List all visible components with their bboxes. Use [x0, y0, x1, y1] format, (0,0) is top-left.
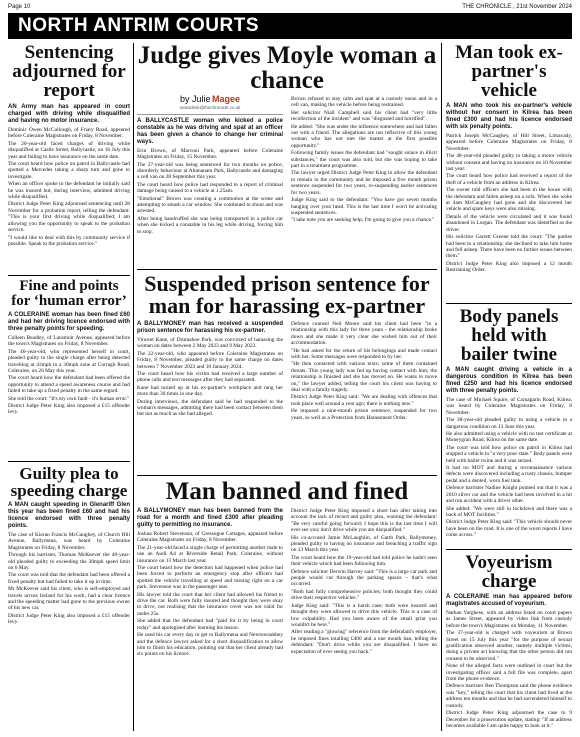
divider — [8, 275, 130, 276]
paragraph: The 46-year-old, who represented herself in court, pleaded guilty to the single charge after being detected travelling at 43mph in a 30mph zone at Curragh Road, Coleraine, on 26 May this year. — [8, 348, 130, 375]
byline-name: Magee — [212, 94, 241, 104]
paragraph: His solicitor Garrett Greene told the court: "The parties had been in a relationship; she declined to take him home and fell asleep. There have been no further issues between them." — [446, 234, 572, 260]
intro: A COLERAINE woman has been fined £60 and had her driving licence endorsed with three penalty points for speeding. — [8, 312, 130, 332]
intro: A BALLYMONEY man has received a suspended prison sentence for harassing his ex-partner. — [137, 321, 283, 334]
paragraph: District Judge Peter King adjourned sentencing until 28 November for a probation report, telling the defendant: "This is your first driving while disqualified; I am allowing you the opportunity to speak to the probation service. — [8, 201, 130, 234]
paragraph: It had no MOT and during a reconnaissance various defects were discovered including a rusty chassis, bumper pedal and a dented, worn fuel tank. — [446, 465, 572, 484]
paragraph: "Both had fully comprehensive policies; both thought they could drive their respective vehicles." — [291, 588, 437, 602]
paragraph: "Emotional" Brown was creating a commotion at the scene and attempting to smash a car window. She continued to shout and was arrested. — [137, 195, 283, 215]
headline: Voyeurism charge — [465, 553, 553, 592]
byline — [137, 96, 283, 112]
intro: A COLERAINE man has appeared before magistrates accused of voyeurism. — [446, 594, 572, 607]
paragraph: Her solicitor Niall Campbell said his client had "very little recollection of the incident" and was "disgusted and horrified". — [291, 109, 437, 123]
paragraph: The court heard how police had responded to a report of criminal damage being caused to a vehicle at 1.25am. — [137, 181, 283, 195]
intro: AN Army man has appeared in court charged with driving while disqualified and having no motor insurance. — [8, 104, 130, 124]
paragraph: After reading a "glowing" reference from the defendant's employer, he imposed fines totalling £400 and a one month ban, telling the defendant: "Don't drive while you are disqualified. I have no expectation of ever seeing you back." — [291, 629, 437, 655]
paragraph: The court heard how police on patrol in Ballycastle had spotted a Mercedes taking a sharp turn and gone to investigate. — [8, 161, 130, 180]
page-header — [8, 2, 572, 12]
paragraph: Defence counsel Neil Moore said his client had been "in a relationship with this lady for three years - the relationship broke down and she made it very clear she wished him out of their accommodation. — [291, 321, 437, 347]
paragraph: She added that the defendant had "paid for it by being in court today" and apologised after learning his lesson. — [137, 618, 283, 631]
paragraph: Dominic Owen McCullough, of Friary Road, appeared before Coleraine Magistrates on Friday, 8 November. — [8, 127, 130, 140]
headline: Sentencing adjourned for report — [12, 43, 126, 101]
article-man-took-vehicle — [446, 43, 572, 301]
paragraph: District Judge Peter King imposed a short ban after taking into account the lack of record and guilty plea, warning the defendant: "Be very careful going forward; I hope this is the last time I will ever see you; don't drive while you are disqualified." — [291, 508, 437, 534]
paragraph: Brown refused to stay calm and spat at a custody nurse and in a cell van, making the vehicle before being restrained. — [291, 96, 437, 109]
paragraph: The court was told how police on patrol in Kilrea had stopped a vehicle in "a very poor state." Body panels were held with bailer twine and it was seized. — [446, 444, 572, 464]
intro: A BALLYCASTLE woman who kicked a police constable as he was driving and spat at an officer has been given a chance to change her criminal ways. — [137, 117, 283, 145]
paragraph: The court heard how the defendant had been offered the opportunity to attend a speed awareness course and had failed to take up a fixed penalty in the same regard. — [8, 375, 130, 395]
left-column — [8, 43, 130, 731]
paper-title-date: THE CHRONICLE , 21st November 2024 — [462, 4, 572, 10]
paragraph: The 22-year-old, who appeared before Coleraine Magistrates on Friday, 8 November, pleaded guilty to the same charge on dates between 7 November 2023 and 10 January 2024. — [137, 350, 283, 370]
middle-column — [137, 43, 437, 731]
article-guilty-plea — [8, 465, 130, 725]
article-body — [446, 367, 572, 539]
paragraph: He also admitted using a vehicle with no test certificate at Moneygran Road, Kilrea on the same date. — [446, 431, 572, 444]
paragraph: Defence solicitor Derwin Harvey said: "This is a large car park and people would cut through the parking spaces – that's what occurred. — [291, 568, 437, 588]
article-man-banned-fined — [137, 479, 437, 731]
article-body-left — [137, 96, 283, 236]
paragraph: The 20-year-old faced charges of driving while disqualified at Castle Street, Ballycastle, on 16 July this year and failing to have insurance on the same date. — [8, 140, 130, 160]
section-banner: NORTH ANTRIM COURTS — [8, 13, 572, 39]
headline: Man took ex-partner's vehicle — [455, 43, 563, 101]
article-body-panels — [446, 307, 572, 547]
divider — [446, 549, 572, 550]
paragraph: When an officer spoke to the defendant he initially said he was insured but, during interview, admitted driving while disqualified. — [8, 181, 130, 201]
article-voyeurism — [446, 553, 572, 729]
paragraph: Following family issues the defendant had "sought solace in illicit substances," the court was also told, but she was hoping to take part in a treatment programme. — [291, 150, 437, 170]
paragraph: The 48-year-old pleaded guilty to taking a motor vehicle without consent and having no insurance on 10 November last year. — [446, 153, 572, 173]
paragraph: Judge King said to the defendant: "You have got seven months hanging over your head. This is the last time I won't be activating suspended sentences. — [291, 197, 437, 216]
headline: Body panels held with bailer twine — [459, 307, 559, 365]
paragraph: "He had asked for the return of his belongings and made contact with her. Some messages were responded to by her. — [291, 347, 437, 361]
article-body — [446, 594, 572, 729]
paragraph: District Judge Peter King also imposed a £15 offender levy. — [8, 612, 130, 626]
column-divider — [133, 43, 134, 731]
paragraph: The court heard how police had received a report of the theft of a vehicle from an address in Kilrea. — [446, 173, 572, 186]
paragraph: Through his barrister, Thomas McKeever the 40-year-old pleaded guilty to exceeding the 30mph speed limit on 6 May. — [8, 552, 130, 572]
right-column — [446, 43, 572, 731]
paragraph: He used his car every day to get to Ballymena and Newtownabbey and the defence lawyer asked for a short disqualification to allow him to finish his education, pointing out that her client already had six points on his licence. — [137, 632, 283, 658]
byline-by: by Julie — [179, 94, 211, 104]
article-body-left — [137, 508, 283, 659]
article-judge-gives-chance — [137, 43, 437, 267]
paragraph: She told the court: "It's my own fault - it's human error." — [8, 395, 130, 402]
intro: A MAN caught driving a vehicle in a dangerous condition in Kilrea has been fined £250 and had his licence endorsed with three penalty points. — [446, 367, 572, 394]
divider — [8, 461, 130, 462]
paragraph: Patrick Joseph McCaughey, of Hill Street, Limavady, appeared before Coleraine Magistrates on Friday, 8 November. — [446, 133, 572, 152]
article-body-right — [291, 96, 437, 236]
headline: Suspended prison sentence for man for harassing ex-partner — [144, 273, 430, 318]
paragraph: Mr McKeever said his client, who is self-employed and travels across Ireland for his work, had a clear licence and the speeding matter had gone to the previous owner of his new car. — [8, 586, 130, 612]
paragraph: The 38-year-old pleaded guilty to using a vehicle in a dangerous condition on 13 June this year. — [446, 417, 572, 430]
article-body-right — [291, 321, 437, 422]
paragraph: Nathan Varghese, with an address listed on court papers as James Street, appeared by video link from custody before the town's Magistrates on Monday, 11 November. — [446, 610, 572, 629]
paragraph: The court heard how the 19-year-old had told police he hadn't seen their vehicle which had been following him. — [291, 554, 437, 568]
paragraph: Vincent Kane, of Drumahoe Park, was convicted of harassing the woman on dates between 2 May 2023 and 9 May 2023. — [137, 337, 283, 350]
paragraph: The 21-year-old faced a single charge of permitting another male to use an Audi A4 at Riverside Retail Park, Coleraine, without insurance on 13 March last year. — [137, 544, 283, 564]
paragraph: She added: "We were still in lockdown and there was a back of MOT facilities." — [446, 505, 572, 518]
paragraph: Details of the vehicle were circulated and it was found abandoned in Lurgan. The defendant was identified as the driver. — [446, 213, 572, 233]
divider — [446, 303, 572, 304]
paragraph: The case of Michael Squire, of Carnagarin Road, Kilrea, was heard by Coleraine Magistrates on Friday, 8 November. — [446, 397, 572, 416]
paragraph: His co-accused Jamie McLaughlin, of Garth Park, Ballymoney, pleaded guilty to having no insurance and breaching a traffic sign on 13 March this year. — [291, 534, 437, 554]
page-number: Page 10 — [8, 4, 31, 10]
article-body — [446, 103, 572, 274]
paragraph: District Judge Peter King adjourned the case to 9 December for a prosecution update, stating: "If an address becomes available I am quite happy to look at it." — [446, 710, 572, 729]
paragraph: Colleen Beadley, of Lansmuir Avenue, appeared before the town's Magistrates on Friday, 8 November. — [8, 335, 130, 348]
paragraph: The 37-year-old is charged with voyeurism at Brown Street on 15 July this year "for the purpose of sexual gratification observed another, namely multiple victims, doing a private act knowing that the other person did not consent to be observed." — [446, 630, 572, 662]
paragraph: "He then contacted with various texts; some of them contained threats. This young lady was fed up having contact with him; the relationship is finished and she has moved on. He wants to move on," the lawyer added, telling the court his client was having to deal with a family tragedy. — [291, 361, 437, 394]
paragraph: He added: "She was under the influence somewhere and had fallen out with a friend. The allegations are not reflective of this young woman who has not met the matter at the first possible opportunity." — [291, 123, 437, 149]
article-body — [8, 502, 130, 626]
paragraph: During interviews, the defendant said he had responded to the woman's messages, admitting there had been contact between them but not as much as she had alleged. — [137, 398, 283, 418]
paragraph: The case of Kieran Francis McGaughey, of Church Hill Avenue, Ballymena, was heard by Coleraine Magistrates on Friday, 8 November. — [8, 532, 130, 551]
paragraph: None of the alleged facts were outlined in court but the investigating officer said a full file was complete, apart from the phone evidence. — [446, 663, 572, 683]
paragraph: Joshua Robert Stevenson, of Gressogue Cottages, appeared before Coleraine Magistrates on Friday, 8 November. — [137, 531, 283, 544]
paragraph: The court heard how his victim had received a large number of phone calls and text messages after they had separated. — [137, 371, 283, 384]
paragraph: Erin Brown, of Marconi Park, appeared before Coleraine Magistrates on Friday, 15 November. — [137, 147, 283, 161]
intro: A MAN who took his ex-partner's vehicle without her consent in Kilrea has been fined £300 and had his licence endorsed with six penalty points. — [446, 103, 572, 130]
headline: Man banned and fined — [165, 479, 409, 505]
paragraph: The 27-year-old was being sentenced for two months on police, disorderly behaviour at Altananam Park, Ballycastle and damaging a cell van on 28 September this year. — [137, 161, 283, 181]
divider — [137, 269, 437, 270]
intro: A MAN caught speeding in Glenariff Glen this year has been fined £60 and had his licence endorsed with three penalty points. — [8, 502, 130, 529]
divider — [137, 475, 437, 476]
paragraph: Defence barrister Ben Thompson said the phone evidence was "key," telling the court that his client had lived at the address ten months and that he had surrendered himself to custody. — [446, 683, 572, 709]
paragraph: District Judge Peter King said: "We are dealing with offences that took place well around a year ago; there is nothing new." — [291, 394, 437, 407]
column-divider — [441, 43, 442, 731]
paragraph: The lawyer urged District Judge Peter King to allow the defendant to remain in the community and he imposed a five month prison sentence suspended for two years, re-suspending earlier sentences for two years. — [291, 170, 437, 196]
article-body-left — [137, 321, 283, 422]
byline-email: newsdesk@thechronicle.co.uk — [179, 105, 241, 111]
article-body-right — [291, 508, 437, 659]
headline: Judge gives Moyle woman a chance — [137, 43, 437, 94]
article-fine-and-points — [8, 279, 130, 459]
article-body — [8, 104, 130, 247]
paragraph: The owner told officers she had been in the house with the defendant and fallen asleep on a sofa. When she woke at 4am McCaughey had gone and she discovered her vehicle and spare keys were also missing. — [446, 187, 572, 213]
intro: A BALLYMONEY man has been banned from the road for a month and fined £300 after pleading guilty to permitting no insurance. — [137, 508, 283, 528]
paragraph: Kane had turned up at his ex-partner's workplace and rang her more than 30 times in one day. — [137, 384, 283, 398]
paragraph: The court heard how the detection had happened when police had been forced to perform an emergency stop after officers had spotted the vehicle travelling at speed and turning right on a car park. Stevenson was in the passenger seat. — [137, 565, 283, 591]
paragraph: The court was told that the defendant had been offered a fixed penalty but had failed to take it up in time. — [8, 572, 130, 585]
paragraph: Judge King said: "This is a harsh case; both were insured and thought they were allowed to drive this vehicle. This is a case of low culpability. Had you been aware of the small print you wouldn't be here." — [291, 602, 437, 628]
paragraph: District Judge Peter King also imposed a £15 offender levy. — [8, 403, 130, 416]
headline: Guilty plea to speeding charge — [10, 465, 128, 500]
paragraph: After being handcuffed she was being transported in a police car when she kicked a constable in his leg while driving, forcing him to stop. — [137, 215, 283, 235]
paragraph: District Judge Peter King also imposed a 12 month Restraining Order. — [446, 260, 572, 274]
paragraph: His lawyer told the court that her client had allowed his friend to drive the car. Both were fully insured and thought they were okay to drive, not realising that the insurance cover was not valid for under 25s. — [137, 591, 283, 617]
paragraph: "I would like to deal with this by community service if possible. Speak to the probation service." — [8, 234, 130, 247]
paragraph: District Judge Peter King said: "This vehicle should never have been on the road. It is one of the worst reports I have come across." — [446, 519, 572, 539]
article-body — [8, 312, 130, 416]
article-suspended-sentence — [137, 273, 437, 473]
article-sentencing-adjourned — [8, 43, 130, 273]
headline: Fine and points for ‘human error’ — [11, 279, 127, 309]
paragraph: "I take note you are seeking help; I'm going to give you a chance." — [291, 217, 435, 224]
paragraph: He imposed a nine-month prison sentence, suspended for two years, as well as a Protection from Harassment Order. — [291, 408, 437, 421]
paragraph: Defence barrister Nadine Knight pointed out that it was a 2010 silver car and the vehicle had been involved in a hit and run accident with a driver other. — [446, 485, 572, 505]
